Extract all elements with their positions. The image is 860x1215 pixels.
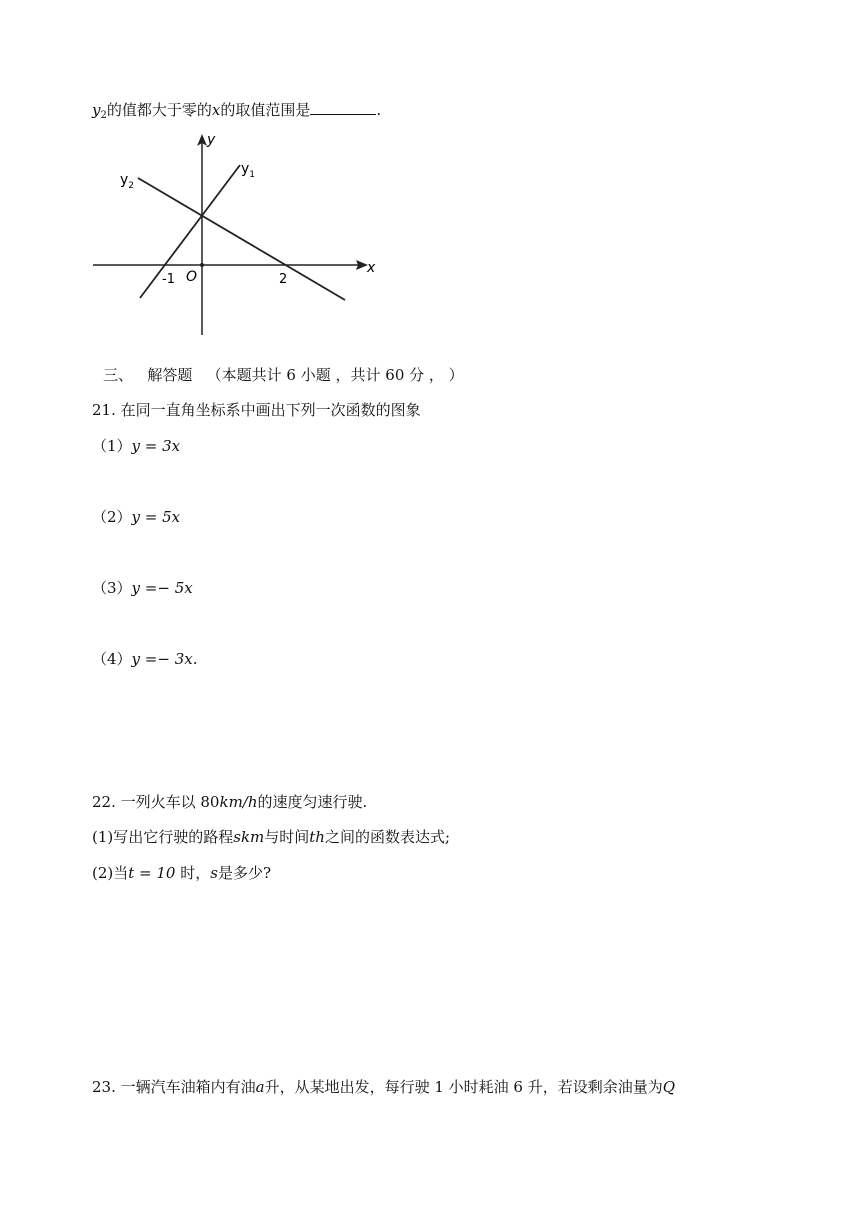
section-number: 三、	[103, 366, 134, 384]
var-y2: $y_2$	[92, 101, 107, 121]
answer-blank	[310, 102, 376, 115]
q20-tail-line	[92, 99, 381, 121]
section-header	[103, 364, 464, 385]
q21-item-2: （2）y = 5x	[92, 508, 181, 526]
q21-item-4: （4）y =− 3x.	[92, 650, 198, 668]
origin-label: O	[186, 269, 198, 285]
q21-stem: 21. 在同一直角坐标系中画出下列一次函数的图象	[92, 401, 421, 419]
q20-text-a: 的值都大于零的	[106, 101, 212, 119]
section-note: （本题共计 6 小题 ，共计 60 分 ， ）	[206, 366, 464, 384]
q22-stem: 22. 一列火车以 80km/h的速度匀速行驶.	[92, 793, 368, 811]
q21-item-3: （3）y =− 5x	[92, 579, 193, 597]
x-axis-label: x	[367, 260, 376, 276]
tick-neg1: -1	[162, 272, 175, 287]
tick-2: 2	[279, 272, 288, 287]
q22-part-1: (1)写出它行驶的路程skm与时间th之间的函数表达式;	[92, 828, 451, 846]
section-title: 解答题	[147, 366, 193, 384]
y2-label: $y_2$	[120, 172, 135, 191]
q22-part-2: (2)当t = 10 时，s是多少?	[92, 864, 272, 882]
q23-stem: 23. 一辆汽车油箱内有油a升，从某地出发，每行驶 1 小时耗油 6 升，若设剩余油量为Q	[92, 1078, 676, 1096]
q21-item-1: （1）y = 3x	[92, 437, 181, 455]
linear-functions-graph	[88, 128, 388, 338]
var-x: x	[211, 101, 221, 119]
q20-end: .	[376, 101, 382, 119]
y-axis-label: y	[207, 132, 216, 148]
y1-label: $y_1$	[241, 161, 256, 180]
q20-text-b: 的取值范围是	[220, 101, 311, 119]
origin-dot	[200, 263, 204, 267]
